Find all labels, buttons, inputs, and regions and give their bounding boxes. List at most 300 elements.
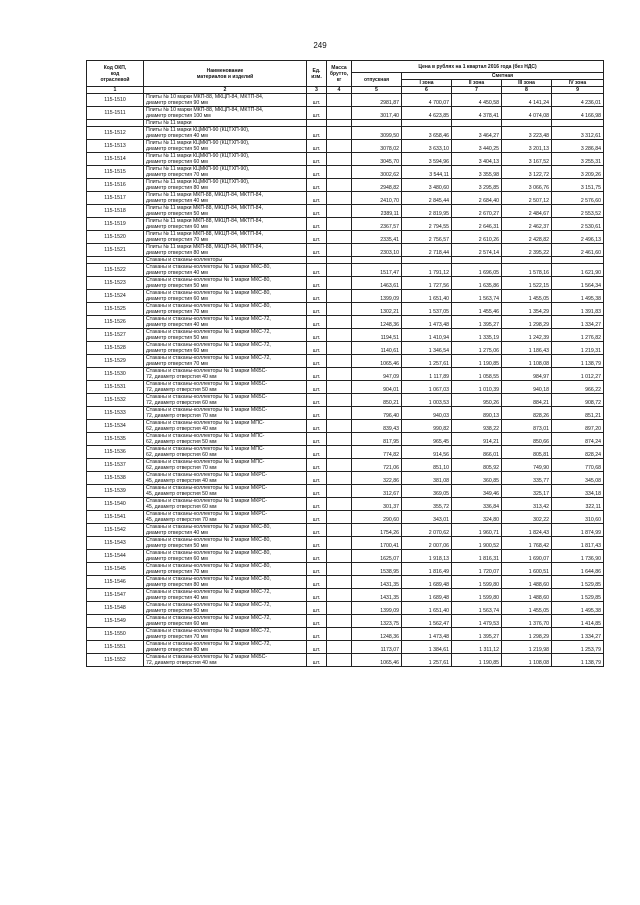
cell-name-line: диаметр отверстия 50 мм: [146, 283, 208, 289]
cell-price-zone-2: 866,01: [452, 446, 502, 459]
cell-price-otpusk: 322,86: [352, 472, 402, 485]
cell-price-zone-1: 2 794,55: [402, 218, 452, 231]
cell-price-otpusk: 312,67: [352, 485, 402, 498]
cell-price-zone-4: 1 276,82: [552, 329, 604, 342]
cell-name: [144, 205, 307, 218]
cell-name-line: Стаканы и стаканы-коллекторы № 2 марки МКС-72,: [146, 615, 271, 621]
cell-code: 115-1524: [87, 290, 144, 303]
cell-unit: шт.: [307, 244, 327, 257]
cell-price-zone-2: 1 900,52: [452, 537, 502, 550]
cell-price-zone-1: 1 117,89: [402, 368, 452, 381]
cell-mass: [327, 550, 352, 563]
cell-unit: шт.: [307, 303, 327, 316]
cell-price-zone-1: 2 070,62: [402, 524, 452, 537]
cell-code: 115-1552: [87, 654, 144, 667]
cell-name-line: 72, диаметр отверстия 40 мм: [146, 374, 217, 380]
table-row: [87, 153, 604, 166]
cell-price-zone-4: 1 391,83: [552, 303, 604, 316]
cell-price-zone-2: 4 378,41: [452, 107, 502, 120]
cell-price-zone-3: 1 455,05: [502, 602, 552, 615]
table-row: [87, 205, 604, 218]
cell-name-line: Стаканы и стаканы-коллекторы № 1 марки МКБС-: [146, 368, 268, 374]
cell-code: 115-1518: [87, 205, 144, 218]
table-row: [87, 303, 604, 316]
cell-price-zone-3: 1 824,43: [502, 524, 552, 537]
cell-price-zone-2: 3 404,13: [452, 153, 502, 166]
cell-name-line: диаметр отверстия 40 мм: [146, 530, 208, 536]
cell-price-zone-4: 897,20: [552, 420, 604, 433]
cell-price-zone-1: 3 633,10: [402, 140, 452, 153]
cell-price-zone-1: 1 791,12: [402, 264, 452, 277]
cell-code: 115-1548: [87, 602, 144, 615]
cell-code: 115-1545: [87, 563, 144, 576]
cell-mass: [327, 433, 352, 446]
cell-code: 115-1543: [87, 537, 144, 550]
cell-code: 115-1549: [87, 615, 144, 628]
cell-code: 115-1530: [87, 368, 144, 381]
cell-name-line: Стаканы и стаканы-коллекторы № 1 марки МКРС-: [146, 485, 268, 491]
cell-name: [144, 127, 307, 140]
cell-price-otpusk: 2335,41: [352, 231, 402, 244]
header-zone-4: IV зона: [552, 80, 604, 87]
cell-price-zone-4: 1 621,90: [552, 264, 604, 277]
cell-price-otpusk: 3017,40: [352, 107, 402, 120]
cell-empty: [307, 257, 327, 264]
cell-price-otpusk: 796,40: [352, 407, 402, 420]
cell-unit: шт.: [307, 563, 327, 576]
table-row: [87, 355, 604, 368]
cell-unit: шт.: [307, 107, 327, 120]
header-name-line: материалов и изделий: [196, 73, 254, 80]
cell-price-zone-4: 1 138,79: [552, 654, 604, 667]
table-row: [87, 140, 604, 153]
cell-name: [144, 563, 307, 576]
cell-mass: [327, 303, 352, 316]
cell-price-zone-2: 2 574,14: [452, 244, 502, 257]
cell-mass: [327, 329, 352, 342]
cell-price-zone-1: 914,56: [402, 446, 452, 459]
column-number: 8: [502, 87, 552, 94]
cell-code: 115-1538: [87, 472, 144, 485]
cell-mass: [327, 446, 352, 459]
cell-name: [144, 192, 307, 205]
cell-code: 115-1541: [87, 511, 144, 524]
table-row: [87, 485, 604, 498]
cell-name: [144, 179, 307, 192]
cell-name: [144, 368, 307, 381]
cell-mass: [327, 394, 352, 407]
cell-unit: шт.: [307, 537, 327, 550]
cell-code: 115-1527: [87, 329, 144, 342]
cell-name-line: 62, диаметр отверстия 60 мм: [146, 452, 217, 458]
cell-unit: шт.: [307, 641, 327, 654]
table-row: [87, 231, 604, 244]
cell-name-line: диаметр отверстия 40 мм: [146, 198, 208, 204]
header-otpusk: отпускная: [352, 73, 402, 87]
cell-price-zone-1: 1 384,61: [402, 641, 452, 654]
cell-code: 115-1547: [87, 589, 144, 602]
cell-price-zone-4: 1 138,79: [552, 355, 604, 368]
cell-name-line: диаметр отверстия 40 мм: [146, 270, 208, 276]
cell-name: [144, 654, 307, 667]
cell-price-zone-4: 3 312,61: [552, 127, 604, 140]
cell-price-zone-3: 805,81: [502, 446, 552, 459]
section-row: [87, 120, 604, 127]
cell-price-zone-2: 890,13: [452, 407, 502, 420]
cell-mass: [327, 342, 352, 355]
cell-name-line: Стаканы и стаканы-коллекторы № 1 марки МКС-80,: [146, 290, 271, 296]
cell-name: [144, 537, 307, 550]
cell-name-line: диаметр отверстия 50 мм: [146, 543, 208, 549]
cell-price-zone-3: 1 298,29: [502, 628, 552, 641]
cell-mass: [327, 381, 352, 394]
cell-mass: [327, 205, 352, 218]
cell-unit: шт.: [307, 550, 327, 563]
cell-mass: [327, 498, 352, 511]
cell-price-zone-2: 1 455,46: [452, 303, 502, 316]
cell-price-zone-2: 3 295,85: [452, 179, 502, 192]
cell-price-otpusk: 1399,09: [352, 602, 402, 615]
cell-price-zone-2: 1 479,53: [452, 615, 502, 628]
cell-name-line: Стаканы и стаканы-коллекторы № 1 марки МКС-80,: [146, 277, 271, 283]
table-header: [87, 61, 604, 94]
cell-unit: шт.: [307, 264, 327, 277]
cell-code: 115-1532: [87, 394, 144, 407]
cell-price-zone-2: 1 635,86: [452, 277, 502, 290]
cell-name-line: 72, диаметр отверстия 60 мм: [146, 400, 217, 406]
cell-unit: шт.: [307, 290, 327, 303]
cell-price-zone-4: 3 151,75: [552, 179, 604, 192]
cell-name: [144, 231, 307, 244]
cell-price-zone-4: 2 496,13: [552, 231, 604, 244]
cell-price-zone-2: 1 395,27: [452, 316, 502, 329]
cell-empty: [502, 120, 552, 127]
cell-name-line: Стаканы и стаканы-коллекторы № 2 марки МКС-80,: [146, 576, 271, 582]
cell-name-line: Стаканы и стаканы-коллекторы № 2 марки МКБС-: [146, 654, 268, 660]
cell-unit: шт.: [307, 192, 327, 205]
cell-price-zone-3: 1 108,08: [502, 355, 552, 368]
header-unit-line: изм.: [311, 73, 322, 80]
column-number: 4: [327, 87, 352, 94]
cell-name: [144, 166, 307, 179]
cell-unit: шт.: [307, 602, 327, 615]
cell-name-line: Стаканы и стаканы-коллекторы № 1 марки МКС-80,: [146, 303, 271, 309]
cell-code: 115-1546: [87, 576, 144, 589]
cell-name: [144, 257, 307, 264]
cell-unit: шт.: [307, 433, 327, 446]
cell-price-zone-2: 1 311,12: [452, 641, 502, 654]
cell-unit: шт.: [307, 407, 327, 420]
cell-price-otpusk: 1538,95: [352, 563, 402, 576]
header-unit: [307, 61, 327, 87]
cell-mass: [327, 628, 352, 641]
cell-price-zone-1: 1 689,48: [402, 576, 452, 589]
cell-name-line: диаметр отверстия 80 мм: [146, 647, 208, 653]
cell-unit: шт.: [307, 277, 327, 290]
cell-code: 115-1526: [87, 316, 144, 329]
cell-price-otpusk: 1754,26: [352, 524, 402, 537]
cell-price-otpusk: 1248,36: [352, 316, 402, 329]
cell-name-line: диаметр отверстия 80 мм: [146, 185, 208, 191]
cell-unit: шт.: [307, 153, 327, 166]
cell-name: [144, 355, 307, 368]
cell-name-line: 72, диаметр отверстия 70 мм: [146, 413, 217, 419]
cell-code: 115-1523: [87, 277, 144, 290]
cell-price-zone-2: 324,80: [452, 511, 502, 524]
cell-name-line: Стаканы и стаканы-коллекторы № 1 марки МКС-72,: [146, 355, 271, 361]
cell-price-otpusk: 1625,07: [352, 550, 402, 563]
header-zone-1: I зона: [402, 80, 452, 87]
cell-price-zone-1: 1 473,48: [402, 628, 452, 641]
price-table: [86, 60, 604, 667]
cell-code: 115-1515: [87, 166, 144, 179]
cell-price-zone-1: 2 718,44: [402, 244, 452, 257]
cell-name-line: Стаканы и стаканы-коллекторы № 2 марки МКС-80,: [146, 537, 271, 543]
cell-price-zone-3: 335,77: [502, 472, 552, 485]
cell-price-zone-2: 3 464,27: [452, 127, 502, 140]
cell-price-zone-3: 2 484,67: [502, 205, 552, 218]
cell-unit: шт.: [307, 446, 327, 459]
cell-code: 115-1542: [87, 524, 144, 537]
cell-price-otpusk: 1065,46: [352, 355, 402, 368]
cell-unit: шт.: [307, 179, 327, 192]
cell-name: [144, 218, 307, 231]
cell-price-zone-2: 1 816,31: [452, 550, 502, 563]
cell-price-zone-4: 1 334,27: [552, 316, 604, 329]
cell-price-zone-4: 4 236,01: [552, 94, 604, 107]
cell-price-zone-1: 1 257,61: [402, 654, 452, 667]
cell-mass: [327, 654, 352, 667]
table-row: [87, 166, 604, 179]
cell-unit: шт.: [307, 329, 327, 342]
cell-unit: шт.: [307, 420, 327, 433]
table-row: [87, 94, 604, 107]
cell-price-otpusk: 817,95: [352, 433, 402, 446]
cell-name-line: Стаканы и стаканы-коллекторы № 1 марки МКБС-: [146, 381, 268, 387]
cell-name-line: 62, диаметр отверстия 40 мм: [146, 426, 217, 432]
cell-price-otpusk: 2948,82: [352, 179, 402, 192]
cell-price-zone-3: 3 066,76: [502, 179, 552, 192]
cell-price-zone-4: 2 576,60: [552, 192, 604, 205]
cell-price-zone-3: 884,21: [502, 394, 552, 407]
cell-name-line: диаметр отверстия 70 мм: [146, 172, 208, 178]
cell-price-zone-2: 1 010,39: [452, 381, 502, 394]
cell-price-zone-3: 4 141,24: [502, 94, 552, 107]
cell-mass: [327, 153, 352, 166]
cell-price-zone-4: 3 286,84: [552, 140, 604, 153]
cell-price-zone-3: 1 600,51: [502, 563, 552, 576]
cell-price-otpusk: 904,01: [352, 381, 402, 394]
cell-price-zone-3: 984,97: [502, 368, 552, 381]
cell-price-zone-4: 1 874,99: [552, 524, 604, 537]
cell-price-zone-4: 4 166,98: [552, 107, 604, 120]
cell-name-line: диаметр отверстия 60 мм: [146, 556, 208, 562]
cell-price-zone-1: 965,45: [402, 433, 452, 446]
header-zone-3: III зона: [502, 80, 552, 87]
table-row: [87, 127, 604, 140]
cell-price-otpusk: 1323,75: [352, 615, 402, 628]
cell-unit: шт.: [307, 485, 327, 498]
header-code-line: отраслевой: [100, 76, 130, 83]
cell-name-line: Стаканы и стаканы-коллекторы № 1 марки МКБС-: [146, 394, 268, 400]
table-row: [87, 511, 604, 524]
cell-name-line: диаметр отверстия 50 мм: [146, 146, 208, 152]
cell-name-line: диаметр отверстия 100 мм: [146, 113, 211, 119]
cell-code: [87, 120, 144, 127]
cell-price-zone-2: 1 335,19: [452, 329, 502, 342]
cell-name-line: диаметр отверстия 70 мм: [146, 237, 208, 243]
cell-name-line: Стаканы и стаканы-коллекторы № 2 марки МКС-72,: [146, 641, 271, 647]
cell-price-otpusk: 301,37: [352, 498, 402, 511]
cell-price-zone-3: 1 298,29: [502, 316, 552, 329]
cell-price-zone-2: 1 275,06: [452, 342, 502, 355]
cell-price-zone-4: 1 495,38: [552, 290, 604, 303]
cell-code: 115-1540: [87, 498, 144, 511]
cell-price-otpusk: 1173,07: [352, 641, 402, 654]
cell-unit: шт.: [307, 628, 327, 641]
cell-price-otpusk: 1463,61: [352, 277, 402, 290]
header-smetnaya: Сметная: [402, 73, 604, 80]
cell-name: [144, 407, 307, 420]
cell-price-zone-1: 1 562,47: [402, 615, 452, 628]
cell-code: 115-1550: [87, 628, 144, 641]
table-row: [87, 589, 604, 602]
cell-name: [144, 550, 307, 563]
cell-price-zone-1: 1 651,40: [402, 290, 452, 303]
cell-code: 115-1510: [87, 94, 144, 107]
cell-name-line: 72, диаметр отверстия 40 мм: [146, 660, 217, 666]
cell-price-zone-3: 1 186,43: [502, 342, 552, 355]
cell-code: 115-1512: [87, 127, 144, 140]
table-row: [87, 524, 604, 537]
column-number: 6: [402, 87, 452, 94]
table-row: [87, 342, 604, 355]
table-row: [87, 244, 604, 257]
cell-price-zone-4: 310,60: [552, 511, 604, 524]
cell-price-zone-3: 1 376,70: [502, 615, 552, 628]
cell-name-line: Плиты № 11 марки КЦМКП-90 (КЦТХП-90),: [146, 166, 250, 172]
cell-empty: [307, 120, 327, 127]
cell-price-zone-2: 1 395,27: [452, 628, 502, 641]
cell-price-zone-3: 2 428,82: [502, 231, 552, 244]
cell-code: 115-1516: [87, 179, 144, 192]
cell-price-zone-2: 1 563,74: [452, 602, 502, 615]
table-row: [87, 381, 604, 394]
cell-name-line: диаметр отверстия 40 мм: [146, 133, 208, 139]
table-row: [87, 107, 604, 120]
cell-name: [144, 602, 307, 615]
table-row: [87, 433, 604, 446]
cell-code: 115-1535: [87, 433, 144, 446]
cell-price-zone-4: 322,11: [552, 498, 604, 511]
cell-price-zone-1: 1 003,53: [402, 394, 452, 407]
cell-price-zone-3: 1 219,98: [502, 641, 552, 654]
cell-price-zone-1: 1 257,61: [402, 355, 452, 368]
header-unit-line: Ед.: [312, 67, 321, 74]
cell-price-zone-1: 3 544,11: [402, 166, 452, 179]
cell-name: [144, 342, 307, 355]
cell-empty: [402, 120, 452, 127]
cell-price-zone-3: 1 354,29: [502, 303, 552, 316]
cell-name-line: диаметр отверстия 40 мм: [146, 322, 208, 328]
cell-price-zone-4: 2 553,52: [552, 205, 604, 218]
page-number: 249: [313, 41, 327, 50]
cell-price-zone-2: 360,85: [452, 472, 502, 485]
cell-code: 115-1529: [87, 355, 144, 368]
cell-code: 115-1522: [87, 264, 144, 277]
cell-empty: [402, 257, 452, 264]
cell-mass: [327, 140, 352, 153]
header-mass-line: кг: [336, 76, 342, 83]
cell-price-zone-3: 828,26: [502, 407, 552, 420]
cell-name-line: 72, диаметр отверстия 50 мм: [146, 387, 217, 393]
cell-price-zone-2: 349,46: [452, 485, 502, 498]
header-price-group: Цена в рублях на 1 квартал 2016 года (без НДС): [352, 61, 604, 73]
cell-unit: шт.: [307, 127, 327, 140]
cell-price-zone-2: 1 190,85: [452, 355, 502, 368]
cell-price-zone-4: 770,68: [552, 459, 604, 472]
cell-price-zone-3: 2 507,12: [502, 192, 552, 205]
cell-price-zone-3: 2 395,22: [502, 244, 552, 257]
cell-name: [144, 472, 307, 485]
column-number: 9: [552, 87, 604, 94]
cell-price-zone-4: 1 495,38: [552, 602, 604, 615]
cell-unit: шт.: [307, 166, 327, 179]
cell-name-line: Плиты № 11 марки МКП-88, МКЦП-84, МКТП-84,: [146, 205, 263, 211]
cell-price-zone-1: 2 819,95: [402, 205, 452, 218]
column-number: 2: [144, 87, 307, 94]
cell-name-line: диаметр отверстия 80 мм: [146, 250, 208, 256]
cell-price-zone-2: 1 599,80: [452, 576, 502, 589]
header-mass-line: Масса: [331, 64, 347, 71]
cell-unit: шт.: [307, 472, 327, 485]
cell-name-line: диаметр отверстия 60 мм: [146, 296, 208, 302]
cell-price-zone-4: 908,72: [552, 394, 604, 407]
cell-name-line: Стаканы и стаканы-коллекторы № 1 марки МКС-72,: [146, 342, 271, 348]
cell-name: [144, 303, 307, 316]
cell-name-line: Стаканы и стаканы-коллекторы № 2 марки МКС-72,: [146, 589, 271, 595]
cell-name: [144, 153, 307, 166]
cell-price-zone-3: 1 108,08: [502, 654, 552, 667]
cell-price-zone-2: 4 450,58: [452, 94, 502, 107]
header-name: [144, 61, 307, 87]
cell-unit: шт.: [307, 524, 327, 537]
cell-price-zone-1: 1 346,54: [402, 342, 452, 355]
cell-price-zone-3: 850,66: [502, 433, 552, 446]
cell-name-line: диаметр отверстия 70 мм: [146, 309, 208, 315]
cell-code: 115-1520: [87, 231, 144, 244]
cell-price-zone-3: 3 201,13: [502, 140, 552, 153]
cell-price-zone-2: 2 610,26: [452, 231, 502, 244]
cell-price-zone-4: 1 736,90: [552, 550, 604, 563]
cell-name-line: Плиты № 10 марки МКП-88, МКЦП-84, МКТП-84,: [146, 94, 264, 100]
cell-name: [144, 264, 307, 277]
cell-name-line: диаметр отверстия 40 мм: [146, 595, 208, 601]
cell-empty: [552, 120, 604, 127]
cell-code: [87, 257, 144, 264]
cell-name-line: 45, диаметр отверстия 70 мм: [146, 517, 217, 523]
cell-price-zone-1: 381,08: [402, 472, 452, 485]
cell-name: [144, 140, 307, 153]
cell-name-line: диаметр отверстия 60 мм: [146, 159, 208, 165]
cell-code: 115-1534: [87, 420, 144, 433]
table-row: [87, 192, 604, 205]
cell-price-zone-3: 1 242,39: [502, 329, 552, 342]
cell-name-line: Плиты № 11 марки КЦМКП-90 (КЦТХП-90),: [146, 179, 250, 185]
cell-price-zone-2: 1 190,85: [452, 654, 502, 667]
cell-unit: шт.: [307, 459, 327, 472]
cell-empty: [452, 120, 502, 127]
